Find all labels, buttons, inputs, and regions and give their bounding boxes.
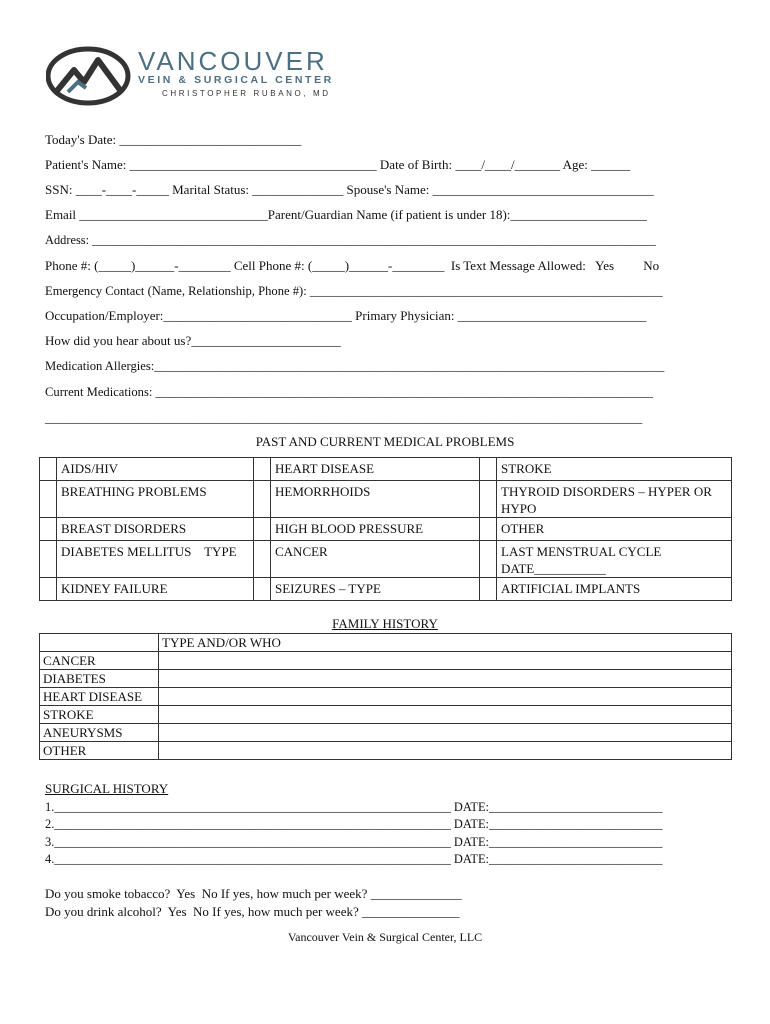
checkbox-cell[interactable]	[254, 578, 271, 601]
table-row	[40, 652, 732, 670]
problem-cell: AIDS/HIV	[57, 458, 254, 481]
medical-problems-title: PAST AND CURRENT MEDICAL PROBLEMS	[255, 434, 515, 449]
checkbox-cell[interactable]	[480, 541, 497, 578]
emergency-contact-field[interactable]: Emergency Contact (Name, Relationship, Phone #): ________________________________________________________	[45, 284, 663, 298]
table-row	[40, 670, 732, 688]
problem-cell: DIABETES MELLITUS TYPE	[57, 541, 254, 578]
table-row	[40, 688, 732, 706]
answer-cell[interactable]	[159, 670, 732, 688]
address-field[interactable]: Address: ___________________________________________________________________________________________	[45, 233, 656, 247]
answer-cell[interactable]	[159, 742, 732, 760]
table-row	[40, 706, 732, 724]
surgical-history-title: SURGICAL HISTORY	[45, 781, 169, 796]
problem-cell: SEIZURES – TYPE	[271, 578, 480, 601]
problem-cell: OTHER	[497, 518, 732, 541]
surgery-line-3[interactable]: 3.________________________________________________________________ DATE:____________________________	[45, 835, 663, 849]
checkbox-cell[interactable]	[40, 458, 57, 481]
checkbox-cell[interactable]	[254, 541, 271, 578]
checkbox-cell[interactable]	[40, 541, 57, 578]
column-header: TYPE AND/OR WHO	[159, 634, 732, 652]
todays-date-field[interactable]: Today's Date: ____________________________	[45, 132, 302, 147]
table-row	[40, 634, 732, 652]
header-blank-cell	[40, 634, 159, 652]
allergies-field[interactable]: Medication Allergies:_________________________________________________________________________________	[45, 359, 665, 373]
table-row	[40, 481, 732, 518]
problem-cell: HEMORRHOIDS	[271, 481, 480, 518]
phone-field[interactable]: Phone #: (_____)______-________ Cell Phone #: (_____)______-________ Is Text Message Allowed: Yes No	[45, 258, 660, 273]
medical-problems-table	[39, 457, 732, 601]
answer-cell[interactable]	[159, 652, 732, 670]
checkbox-cell[interactable]	[480, 518, 497, 541]
surgery-line-1[interactable]: 1.________________________________________________________________ DATE:____________________________	[45, 800, 663, 814]
answer-cell[interactable]	[159, 688, 732, 706]
checkbox-cell[interactable]	[254, 458, 271, 481]
family-history-title: FAMILY HISTORY	[332, 616, 438, 631]
problem-cell: KIDNEY FAILURE	[57, 578, 254, 601]
logo-subtitle: VEIN & SURGICAL CENTER	[138, 74, 334, 86]
smoking-question[interactable]: Do you smoke tobacco? Yes No If yes, how much per week? ______________	[45, 886, 462, 901]
answer-cell[interactable]	[159, 724, 732, 742]
condition-label: OTHER	[40, 742, 159, 760]
logo-title: VANCOUVER	[138, 46, 328, 76]
alcohol-question[interactable]: Do you drink alcohol? Yes No If yes, how much per week? _______________	[45, 904, 460, 919]
table-row	[40, 724, 732, 742]
logo	[46, 44, 376, 106]
problem-cell: STROKE	[497, 458, 732, 481]
problem-cell: HEART DISEASE	[271, 458, 480, 481]
table-row	[40, 518, 732, 541]
condition-label: ANEURYSMS	[40, 724, 159, 742]
problem-cell: LAST MENSTRUAL CYCLE DATE___________	[497, 541, 732, 578]
problem-cell: BREAST DISORDERS	[57, 518, 254, 541]
condition-label: CANCER	[40, 652, 159, 670]
answer-cell[interactable]	[159, 706, 732, 724]
surgery-line-2[interactable]: 2.________________________________________________________________ DATE:____________________________	[45, 817, 663, 831]
footer: Vancouver Vein & Surgical Center, LLC	[287, 930, 483, 944]
table-row	[40, 578, 732, 601]
checkbox-cell[interactable]	[40, 481, 57, 518]
condition-label: STROKE	[40, 706, 159, 724]
checkbox-cell[interactable]	[40, 518, 57, 541]
problem-cell: THYROID DISORDERS – HYPER OR HYPO	[497, 481, 732, 518]
heard-about-field[interactable]: How did you hear about us?_______________________	[45, 333, 341, 348]
condition-label: HEART DISEASE	[40, 688, 159, 706]
medications-extra-line[interactable]: __________________________________________________________________________________________________	[45, 411, 643, 425]
mountain-logo-icon	[46, 46, 132, 106]
table-row	[40, 458, 732, 481]
checkbox-cell[interactable]	[480, 458, 497, 481]
checkbox-cell[interactable]	[40, 578, 57, 601]
patient-name-field[interactable]: Patient's Name: ______________________________________ Date of Birth: ____/____/_______ Age: ______	[45, 157, 631, 172]
checkbox-cell[interactable]	[480, 481, 497, 518]
medications-field[interactable]: Current Medications: _______________________________________________________________________________	[45, 385, 653, 399]
checkbox-cell[interactable]	[480, 578, 497, 601]
problem-cell: CANCER	[271, 541, 480, 578]
occupation-field[interactable]: Occupation/Employer:_____________________________ Primary Physician: _____________________________	[45, 308, 647, 323]
problem-cell: BREATHING PROBLEMS	[57, 481, 254, 518]
logo-doctor: CHRISTOPHER RUBANO, MD	[162, 89, 331, 98]
surgery-line-4[interactable]: 4.________________________________________________________________ DATE:____________________________	[45, 852, 663, 866]
table-row	[40, 742, 732, 760]
table-row	[40, 541, 732, 578]
family-history-table	[39, 633, 732, 760]
condition-label: DIABETES	[40, 670, 159, 688]
ssn-field[interactable]: SSN: ____-____-_____ Marital Status: ______________ Spouse's Name: __________________________________	[45, 182, 654, 197]
problem-cell: ARTIFICIAL IMPLANTS	[497, 578, 732, 601]
problem-cell: HIGH BLOOD PRESSURE	[271, 518, 480, 541]
email-field[interactable]: Email _____________________________Parent/Guardian Name (if patient is under 18):_____________________	[45, 207, 647, 222]
checkbox-cell[interactable]	[254, 481, 271, 518]
checkbox-cell[interactable]	[254, 518, 271, 541]
